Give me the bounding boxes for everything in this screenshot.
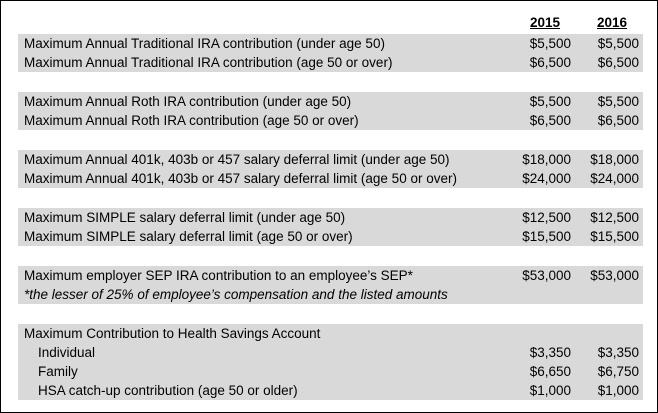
table-row [18,92,643,111]
value-2015: $3,350 [529,345,571,360]
value-2015: $5,500 [529,94,571,109]
value-2015: $5,500 [529,36,571,51]
row-label: Maximum SIMPLE salary deferral limit (age 50 or over) [24,229,353,244]
footnote-text: *the lesser of 25% of employee’s compensation and the listed amounts [24,287,448,302]
table-row [18,53,643,72]
header-2016: 2016 [597,15,628,30]
row-label: Maximum Annual 401k, 403b or 457 salary deferral limit (under age 50) [24,152,450,167]
row-label: Maximum Annual 401k, 403b or 457 salary deferral limit (age 50 or over) [24,171,457,186]
value-2016: $15,500 [590,229,639,244]
value-2015: $1,000 [529,383,571,398]
value-2015: $15,500 [522,229,571,244]
value-2016: $6,750 [597,364,639,379]
table-row [18,343,643,362]
value-2016: $1,000 [597,383,639,398]
value-2015: $6,500 [529,55,571,70]
row-label: Maximum Contribution to Health Savings Account [24,326,321,341]
table-row [18,208,643,227]
row-label: Individual [38,345,96,360]
value-2016: $6,500 [597,55,639,70]
row-label: Maximum Annual Roth IRA contribution (age 50 or over) [24,113,359,128]
value-2016: $5,500 [597,94,639,109]
table-row [18,111,643,130]
value-2016: $3,350 [597,345,639,360]
table-row [18,362,643,381]
table-row [18,285,643,304]
value-2015: $12,500 [522,210,571,225]
row-label: Maximum SIMPLE salary deferral limit (under age 50) [24,210,346,225]
value-2015: $24,000 [522,171,571,186]
value-2016: $24,000 [590,171,639,186]
header-2015: 2015 [530,15,561,30]
value-2016: $12,500 [590,210,639,225]
value-2015: $53,000 [522,268,571,283]
table-row [18,227,643,246]
row-label: HSA catch-up contribution (age 50 or older) [38,383,298,398]
table-row [18,169,643,188]
value-2016: $5,500 [597,36,639,51]
table-row [18,150,643,169]
value-2016: $53,000 [590,268,639,283]
table-row [18,266,643,285]
value-2016: $6,500 [597,113,639,128]
row-label: Maximum employer SEP IRA contribution to an employee’s SEP* [24,268,413,283]
table-row [18,381,643,400]
row-label: Family [38,364,78,379]
table-row [18,34,643,53]
row-label: Maximum Annual Traditional IRA contribution (age 50 or over) [24,55,393,70]
table-row [18,324,643,343]
value-2015: $18,000 [522,152,571,167]
value-2015: $6,500 [529,113,571,128]
row-label: Maximum Annual Roth IRA contribution (under age 50) [24,94,352,109]
value-2015: $6,650 [529,364,571,379]
row-label: Maximum Annual Traditional IRA contribution (under age 50) [24,36,385,51]
value-2016: $18,000 [590,152,639,167]
